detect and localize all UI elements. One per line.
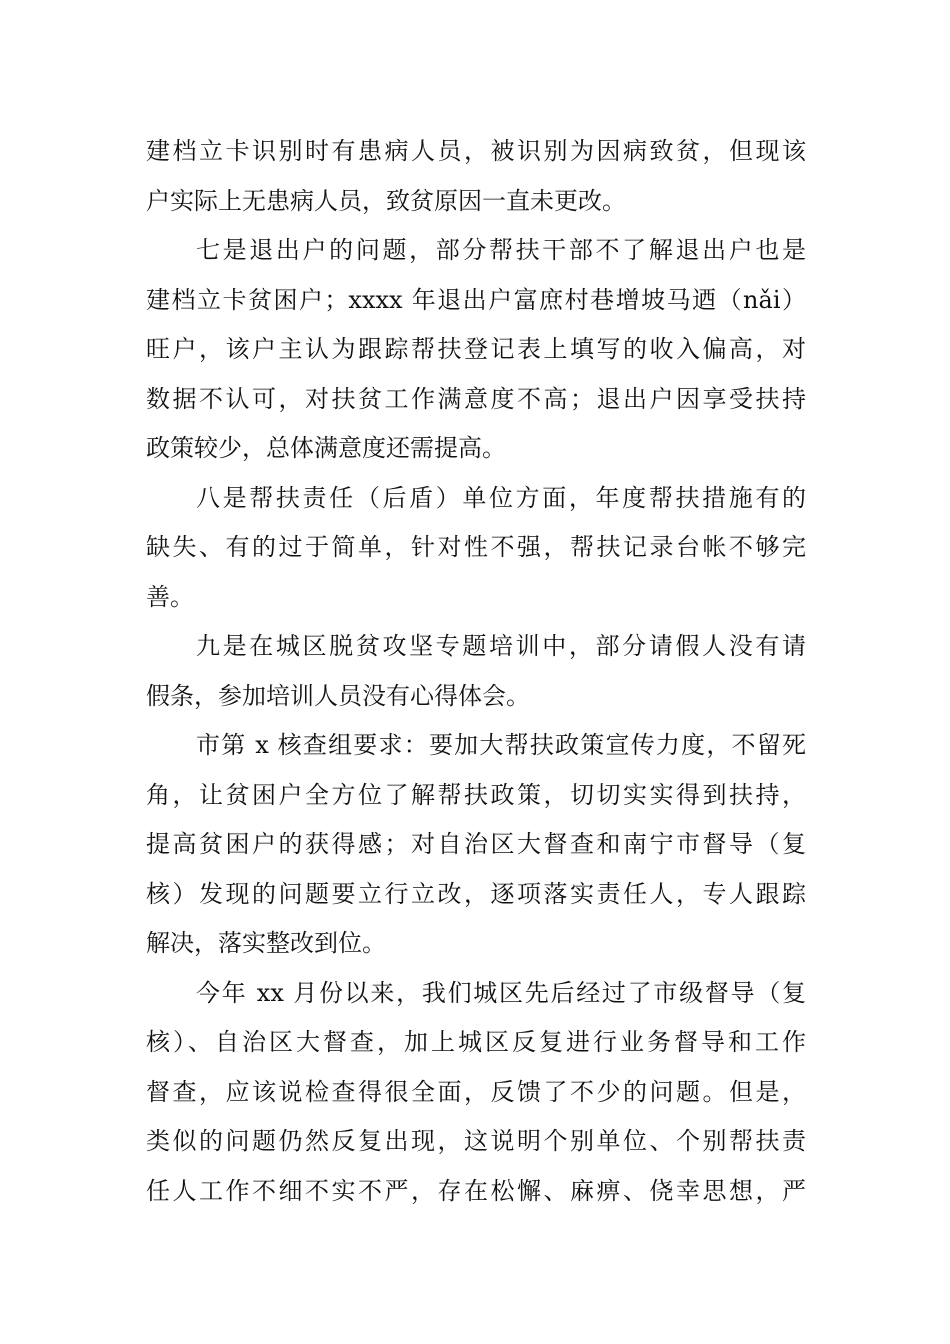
text-line: 核）发现的问题要立行立改，逐项落实责任人，专人跟踪 xyxy=(146,879,806,908)
text-line: 角，让贫困户全方位了解帮扶政策，切切实实得到扶持， xyxy=(146,780,806,809)
text-line: 建档立卡识别时有患病人员，被识别为因病致贫，但现该 xyxy=(146,137,806,165)
text-line: 七是退出户的问题，部分帮扶干部不了解退出户也是 xyxy=(196,236,806,264)
text-line: 八是帮扶责任（后盾）单位方面，年度帮扶措施有的 xyxy=(196,483,806,512)
text-line: 建档立卡贫困户；xxxx 年退出户富庶村巷增坡马迺（nǎi） xyxy=(146,285,806,314)
text-line: 类似的问题仍然反复出现，这说明个别单位、个别帮扶责 xyxy=(146,1127,806,1155)
text-line: 缺失、有的过于简单，针对性不强，帮扶记录台帐不够完 xyxy=(146,533,806,561)
text-line: 市第 x 核查组要求：要加大帮扶政策宣传力度，不留死 xyxy=(196,731,806,759)
document-body xyxy=(146,127,806,1216)
text-line: 任人工作不细不实不严，存在松懈、麻痹、侥幸思想，严 xyxy=(146,1176,806,1205)
text-line: 解决，落实整改到位。 xyxy=(146,929,386,957)
text-line: 旺户，该户主认为跟踪帮扶登记表上填写的收入偏高，对 xyxy=(146,335,806,363)
text-line: 善。 xyxy=(146,582,194,611)
text-line: 督查，应该说检查得很全面，反馈了不少的问题。但是， xyxy=(146,1077,806,1106)
text-line: 提高贫困户的获得感；对自治区大督查和南宁市督导（复 xyxy=(146,830,806,858)
text-line: 今年 xx 月份以来，我们城区先后经过了市级督导（复 xyxy=(196,978,806,1007)
text-line: 核）、自治区大督查，加上城区反复进行业务督导和工作 xyxy=(146,1028,806,1056)
text-line: 假条，参加培训人员没有心得体会。 xyxy=(146,681,530,710)
text-line: 政策较少，总体满意度还需提高。 xyxy=(146,434,506,462)
text-line: 数据不认可，对扶贫工作满意度不高；退出户因享受扶持 xyxy=(146,384,806,413)
text-line: 九是在城区脱贫攻坚专题培训中，部分请假人没有请 xyxy=(196,632,806,660)
text-line: 户实际上无患病人员，致贫原因一直未更改。 xyxy=(146,186,626,215)
